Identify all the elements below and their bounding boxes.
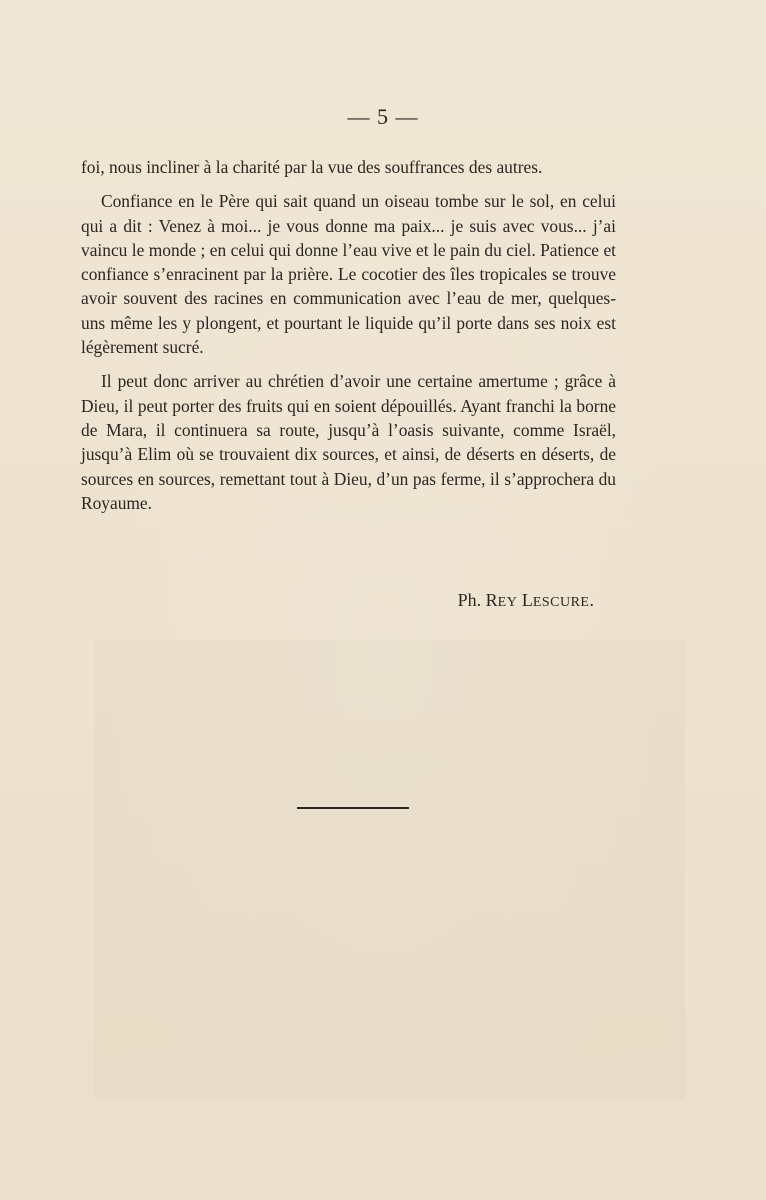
paragraph-continuation: foi, nous incliner à la charité par la vue des souffrances des autres. — [81, 157, 543, 177]
signature-mid: L — [517, 590, 533, 610]
page-number: — 5 — — [347, 104, 419, 129]
signature-suffix: . — [589, 590, 594, 610]
paper-show-through — [95, 640, 685, 1100]
author-signature — [458, 590, 594, 611]
paragraph-confiance: Confiance en le Père qui sait quand un oiseau tombe sur le sol, en celui qui a dit : Venez à moi... je vous donne ma paix... je suis avec vous... j’ai vaincu le monde ; en celui qui donne l’eau vive et le pain du ciel. Patience et confiance s’enracinent par la prière. Le cocotier des îles tropicales se trouve avoir souvent des racines en communication avec l’eau de mer, quelques-uns même les y plongent, et pourtant le liquide qu’il porte dans ses noix est légèrement sucré. — [81, 191, 616, 358]
closing-rule — [297, 807, 409, 809]
signature-surname-part1: EY — [497, 595, 518, 610]
paragraph-amertume: Il peut donc arriver au chrétien d’avoir une certaine amertume ; grâce à Dieu, il peut porter des fruits qui en soient dépouillés. Ayant franchi la borne de Mara, il continuera sa route, jusqu’à l’oasis suivante, comme Israël, jusqu’à Elim où se trouvaient dix sources, et ainsi, de déserts en déserts, de sources en sources, remettant tout à Dieu, d’un pas ferme, il s’approchera du Royaume. — [81, 371, 616, 513]
signature-prefix: Ph. R — [457, 590, 498, 610]
signature-surname-part2: ESCURE — [532, 595, 590, 610]
body-text — [81, 155, 616, 525]
